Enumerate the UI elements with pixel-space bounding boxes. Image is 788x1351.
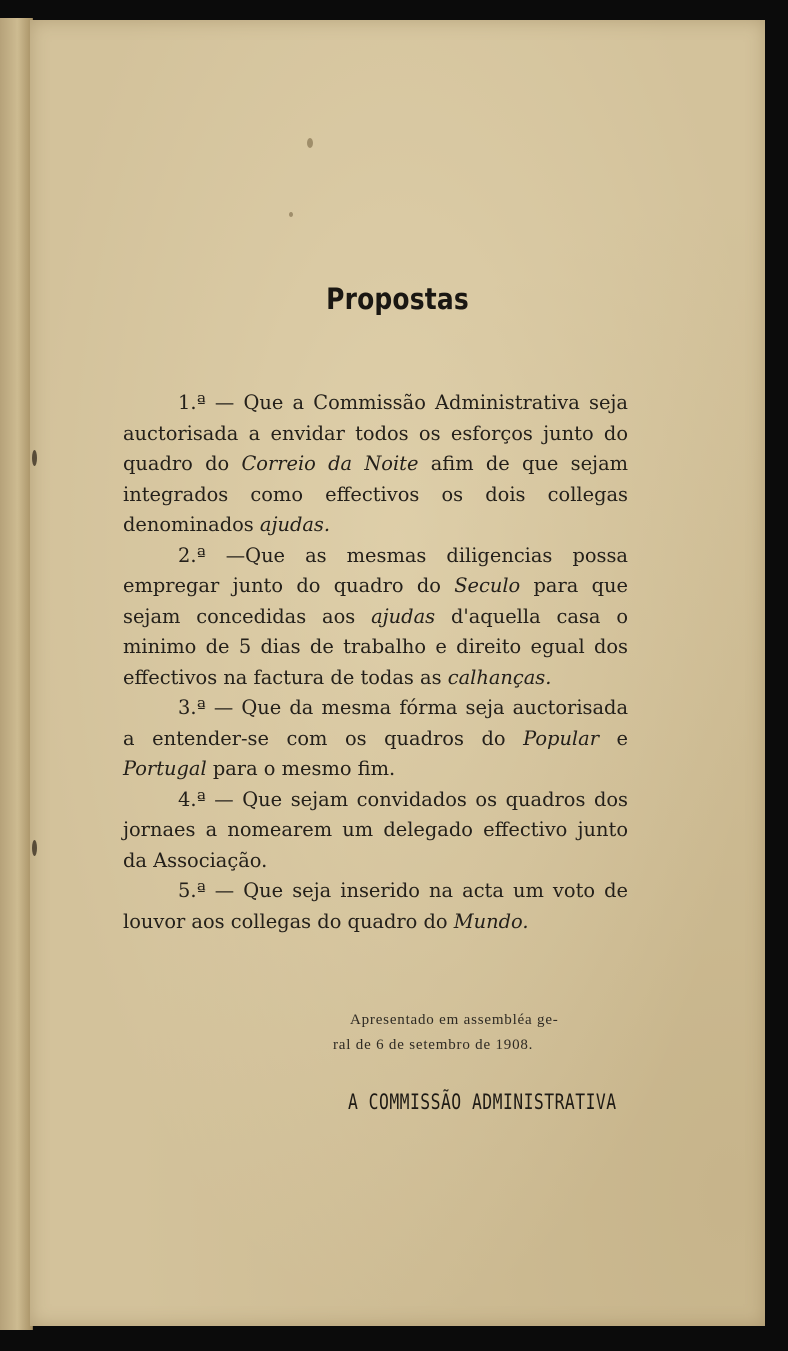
proposal-italic-text: Portugal (123, 757, 207, 780)
proposal-number: 4.ª (178, 787, 206, 811)
presentation-note (290, 1008, 620, 1058)
proposal-italic-text: Seculo (454, 574, 521, 597)
proposal-number: 1.ª (178, 391, 206, 414)
document-page (30, 20, 765, 1326)
proposal-number: 2.ª (178, 543, 206, 567)
proposal-text: Que a Commissão Administrativa seja auctorisada a envidar todos os esforços junto do quadro do (123, 391, 628, 475)
proposal-text: Que sejam convidados os quadros dos jornaes a nomearem um delegado effectivo junto da Associação. (123, 787, 629, 872)
proposals-text (123, 388, 628, 937)
proposal-item (123, 693, 628, 785)
book-spine-edge (0, 18, 33, 1330)
proposal-dash: — (205, 879, 244, 902)
proposal-text: para que sejam concedidas aos (123, 574, 629, 628)
proposal-italic-text: ajudas (371, 604, 436, 628)
page-title: Propostas (326, 282, 469, 316)
proposal-italic-text: calhanças. (447, 665, 552, 689)
proposal-dash: — (205, 696, 242, 719)
proposal-dash: — (205, 391, 244, 414)
proposal-number: 5.ª (178, 879, 206, 902)
proposal-italic-text: ajudas. (259, 513, 331, 536)
proposal-item (123, 876, 628, 937)
proposal-dash: — (205, 787, 243, 811)
proposal-number: 3.ª (178, 696, 206, 719)
proposal-item (123, 388, 628, 541)
signature: A COMMISSÃO ADMINISTRATIVA (348, 1090, 617, 1114)
proposal-text: Que as mesmas diligencias possa empregar junto do quadro do (123, 543, 628, 597)
proposal-item (123, 785, 628, 877)
proposal-text: Que seja inserido na acta um voto de louvor aos collegas do quadro do (123, 879, 628, 933)
proposal-text: d'aquella casa o minimo de 5 dias de trabalho e direito egual dos effectivos na factura de todas as (123, 604, 628, 689)
proposal-dash: — (205, 543, 246, 567)
paper-stain (307, 138, 313, 148)
paper-stain (32, 840, 37, 856)
proposal-item (123, 541, 628, 694)
presentation-note-line: ral de 6 de setembro de 1908. (333, 1037, 534, 1053)
proposal-text: Que da mesma fórma seja auctorisada a entender-se com os quadros do (123, 696, 629, 750)
proposal-text: para o mesmo fim. (206, 757, 396, 780)
proposal-italic-text: Mundo. (453, 909, 529, 933)
proposal-text: e (598, 726, 628, 750)
paper-stain (32, 450, 37, 466)
presentation-note-line: Apresentado em assembléa ge- (350, 1012, 559, 1028)
proposal-text: afim de que sejam integrados como effectivos os dois collegas denominados (123, 452, 629, 536)
paper-stain (289, 212, 293, 217)
proposal-italic-text: Correio da Noite (241, 452, 419, 475)
proposal-italic-text: Popular (523, 726, 599, 750)
